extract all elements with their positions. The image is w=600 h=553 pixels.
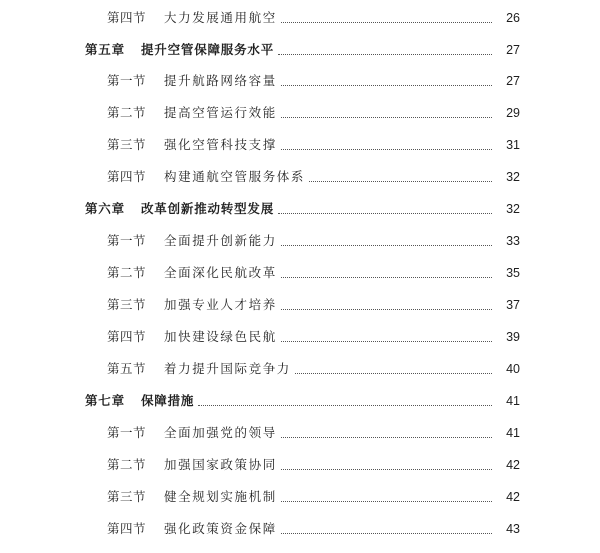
dot-leader <box>198 404 492 406</box>
toc-number: 第三节 <box>107 137 147 152</box>
toc-entry[interactable] <box>0 129 600 153</box>
toc-number: 第一节 <box>107 233 147 248</box>
toc-page-number: 40 <box>506 362 520 376</box>
dot-leader <box>281 340 492 342</box>
toc-number: 第七章 <box>85 393 125 408</box>
toc-title: 强化政策资金保障 <box>164 521 277 536</box>
toc-entry[interactable] <box>0 449 600 473</box>
dot-leader <box>281 500 492 502</box>
toc-entry[interactable] <box>0 161 600 185</box>
toc-page-number: 27 <box>506 43 520 57</box>
toc-entry[interactable] <box>0 513 600 537</box>
dot-leader <box>281 84 492 86</box>
dot-leader <box>281 148 492 150</box>
toc-page-number: 31 <box>506 138 520 152</box>
dot-leader <box>281 244 492 246</box>
toc-title: 加强专业人才培养 <box>164 297 277 312</box>
dot-leader <box>281 436 492 438</box>
toc-title: 全面提升创新能力 <box>164 233 277 248</box>
toc-number: 第四节 <box>107 10 147 25</box>
toc-page-number: 42 <box>506 458 520 472</box>
toc-number: 第二节 <box>107 457 147 472</box>
toc-title: 加强国家政策协同 <box>164 457 277 472</box>
toc-entry[interactable] <box>0 2 600 26</box>
toc-entry[interactable] <box>0 417 600 441</box>
toc-entry[interactable] <box>0 257 600 281</box>
dot-leader <box>295 372 492 374</box>
toc-number: 第四节 <box>107 329 147 344</box>
toc-number: 第四节 <box>107 169 147 184</box>
toc-page-number: 43 <box>506 522 520 536</box>
toc-page-number: 41 <box>506 426 520 440</box>
toc-page-number: 41 <box>506 394 520 408</box>
toc-number: 第一节 <box>107 73 147 88</box>
dot-leader <box>309 180 492 182</box>
toc-number: 第六章 <box>85 201 125 216</box>
toc-page-number: 26 <box>506 11 520 25</box>
toc-title: 提升航路网络容量 <box>164 73 277 88</box>
toc-entry[interactable] <box>0 289 600 313</box>
toc-page-number: 32 <box>506 170 520 184</box>
dot-leader <box>281 308 492 310</box>
toc-entry[interactable] <box>0 481 600 505</box>
toc-number: 第三节 <box>107 297 147 312</box>
toc-entry[interactable] <box>0 321 600 345</box>
toc-title: 加快建设绿色民航 <box>164 329 277 344</box>
toc-title: 强化空管科技支撑 <box>164 137 277 152</box>
dot-leader <box>281 468 492 470</box>
toc-page-number: 32 <box>506 202 520 216</box>
toc-page-number: 39 <box>506 330 520 344</box>
toc-number: 第一节 <box>107 425 147 440</box>
toc-title: 提高空管运行效能 <box>164 105 277 120</box>
toc-page-number: 27 <box>506 74 520 88</box>
dot-leader <box>278 53 492 55</box>
toc-title: 着力提升国际竞争力 <box>164 361 291 376</box>
toc-number: 第二节 <box>107 265 147 280</box>
toc-entry[interactable] <box>0 193 600 217</box>
toc-entry[interactable] <box>0 65 600 89</box>
toc-title: 健全规划实施机制 <box>164 489 277 504</box>
toc-number: 第三节 <box>107 489 147 504</box>
dot-leader <box>281 532 492 534</box>
toc-entry[interactable] <box>0 225 600 249</box>
toc-number: 第五章 <box>85 42 125 57</box>
toc-title: 构建通航空管服务体系 <box>164 169 306 184</box>
toc-title: 保障措施 <box>141 393 195 408</box>
toc-page-number: 35 <box>506 266 520 280</box>
toc-number: 第四节 <box>107 521 147 536</box>
toc-title: 改革创新推动转型发展 <box>141 201 275 216</box>
toc-number: 第五节 <box>107 361 147 376</box>
dot-leader <box>278 212 492 214</box>
toc-page-number: 33 <box>506 234 520 248</box>
dot-leader <box>281 21 492 23</box>
toc-page-number: 29 <box>506 106 520 120</box>
toc-entry[interactable] <box>0 385 600 409</box>
toc-title: 大力发展通用航空 <box>164 10 277 25</box>
dot-leader <box>281 276 492 278</box>
toc-number: 第二节 <box>107 105 147 120</box>
toc-title: 全面深化民航改革 <box>164 265 277 280</box>
dot-leader <box>281 116 492 118</box>
toc-title: 提升空管保障服务水平 <box>141 42 275 57</box>
toc-entry[interactable] <box>0 353 600 377</box>
toc-page-number: 37 <box>506 298 520 312</box>
toc-entry[interactable] <box>0 34 600 58</box>
toc-title: 全面加强党的领导 <box>164 425 277 440</box>
toc-page-number: 42 <box>506 490 520 504</box>
toc-entry[interactable] <box>0 97 600 121</box>
